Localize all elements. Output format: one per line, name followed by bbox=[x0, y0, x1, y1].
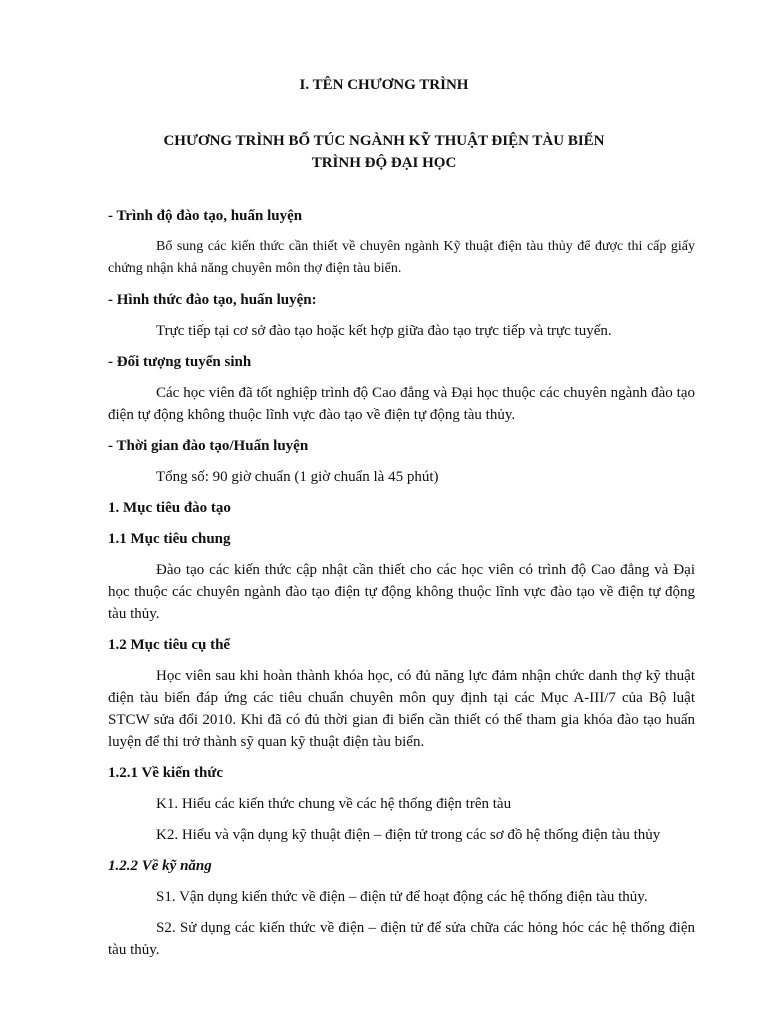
paragraph-enrollment: Các học viên đã tốt nghiệp trình độ Cao đẳng và Đại học thuộc các chuyên ngành đào tạo điện tự động không thuộc lĩnh vực đào tạo về điện tự động tàu thủy. bbox=[108, 385, 695, 423]
paragraph-s2: S2. Sử dụng các kiến thức về điện – điện tử để sửa chữa các hỏng hóc các hệ thống điện tàu thủy. bbox=[108, 920, 695, 958]
program-level: TRÌNH ĐỘ ĐẠI HỌC bbox=[311, 155, 457, 171]
paragraph-specific-objectives: Học viên sau khi hoàn thành khóa học, có đủ năng lực đảm nhận chức danh thợ kỹ thuật điện tàu biển đáp ứng các tiêu chuẩn chuyên môn quy định tại các Mục A-III/7 của Bộ luật STCW sửa đổi 2010. Khi đã có đủ thời gian đi biển cần thiết có thể tham gia khóa đào tạo huấn luyện để thi trở thành sỹ quan kỹ thuật điện tàu biển. bbox=[108, 668, 695, 750]
heading-objectives: 1. Mục tiêu đào tạo bbox=[108, 500, 231, 516]
paragraph-training-form: Trực tiếp tại cơ sở đào tạo hoặc kết hợp giữa đào tạo trực tiếp và trực tuyến. bbox=[156, 323, 612, 339]
heading-training-level: - Trình độ đào tạo, huấn luyện bbox=[108, 208, 303, 224]
heading-general-objectives: 1.1 Mục tiêu chung bbox=[108, 531, 231, 547]
section-title: I. TÊN CHƯƠNG TRÌNH bbox=[299, 77, 469, 93]
heading-training-form: - Hình thức đào tạo, huấn luyện: bbox=[108, 292, 317, 308]
paragraph-k2: K2. Hiểu và vận dụng kỹ thuật điện – điện tử trong các sơ đồ hệ thống điện tàu thủy bbox=[156, 827, 661, 843]
heading-skills: 1.2.2 Về kỹ năng bbox=[108, 858, 212, 874]
heading-specific-objectives: 1.2 Mục tiêu cụ thể bbox=[108, 637, 231, 653]
program-title: CHƯƠNG TRÌNH BỔ TÚC NGÀNH KỸ THUẬT ĐIỆN TÀU BIỂN bbox=[163, 133, 605, 149]
paragraph-s1: S1. Vận dụng kiến thức về điện – điện tử để hoạt động các hệ thống điện tàu thủy. bbox=[156, 889, 648, 905]
document-body bbox=[108, 205, 695, 970]
paragraph-duration: Tổng số: 90 giờ chuẩn (1 giờ chuẩn là 45 phút) bbox=[156, 469, 439, 485]
paragraph-training-level: Bổ sung các kiến thức cần thiết về chuyên ngành Kỹ thuật điện tàu thủy để được thi cấp giấy chứng nhận khả năng chuyên môn thợ điện tàu biển. bbox=[108, 239, 695, 276]
heading-enrollment: - Đối tượng tuyển sinh bbox=[108, 354, 252, 370]
paragraph-k1: K1. Hiểu các kiến thức chung về các hệ thống điện trên tàu bbox=[156, 796, 512, 812]
heading-duration: - Thời gian đào tạo/Huấn luyện bbox=[108, 438, 309, 454]
paragraph-general-objectives: Đào tạo các kiến thức cập nhật cần thiết cho các học viên có trình độ Cao đẳng và Đại học thuộc các chuyên ngành đào tạo điện tự động không thuộc lĩnh vực đào tạo về điện tự động tàu thủy. bbox=[108, 562, 695, 622]
heading-knowledge: 1.2.1 Về kiến thức bbox=[108, 765, 223, 781]
